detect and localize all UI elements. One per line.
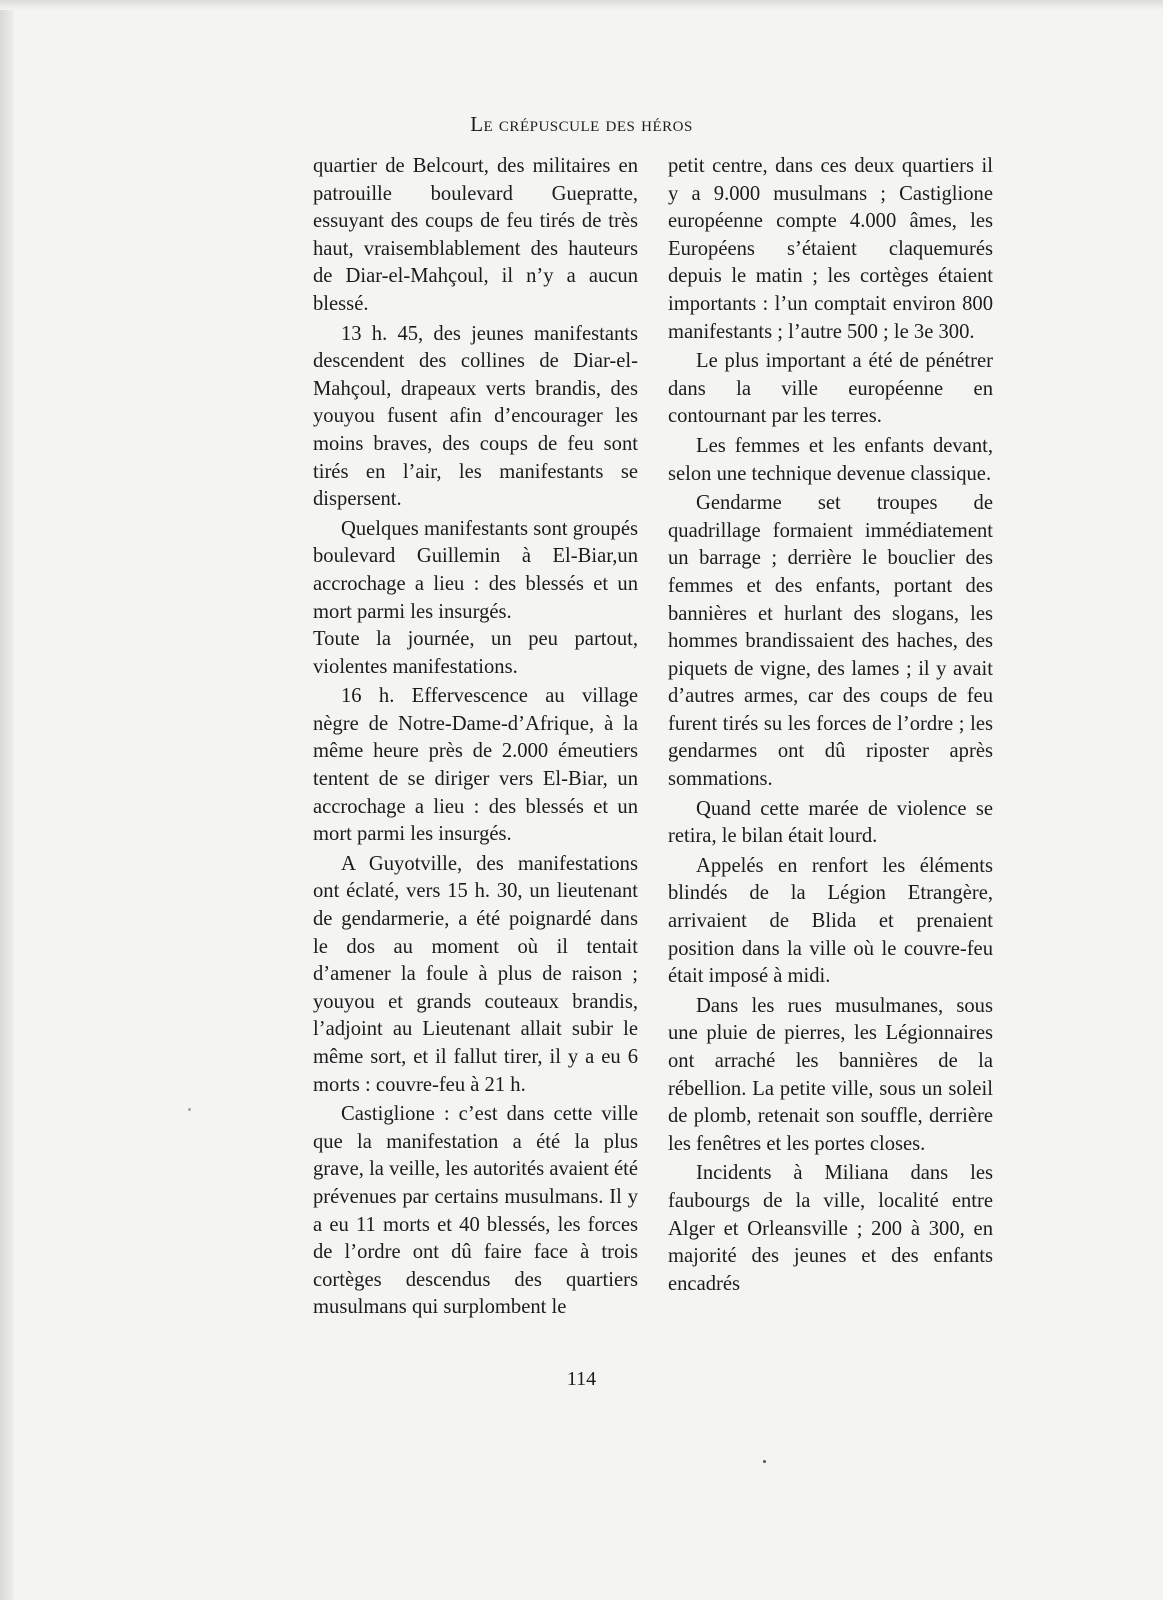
paragraph: Toute la journée, un peu partout, violentes manifestations. bbox=[313, 628, 638, 678]
scan-speck bbox=[188, 1108, 191, 1111]
paragraph: A Guyotville, des manifestations ont éclaté, vers 15 h. 30, un lieutenant de gendarmerie, a été poignardé dans le dos au moment où il tentait d’amener la foule à plus de raison ; youyou et grands couteaux brandis, l’adjoint au Lieutenant allait subir le même sort, et il fallut tirer, il y a eu 6 morts : couvre-feu à 21 h. bbox=[313, 852, 638, 1096]
paragraph: Dans les rues musulmanes, sous une pluie de pierres, les Légionnaires ont arraché les bannières de la rébellion. La petite ville, sous un soleil de plomb, retenait son souffle, derrière les fenêtres et les portes closes. bbox=[668, 994, 993, 1155]
running-header: Le crépuscule des héros bbox=[470, 112, 693, 136]
scan-shadow-left bbox=[0, 0, 14, 1600]
paragraph: 16 h. Effervescence au village nègre de Notre-Dame-d’Afrique, à la même heure près de 2.000 émeutiers tentent de se diriger vers El-Biar, un accrochage a lieu : des blessés et un mort parmi les insurgés. bbox=[313, 685, 638, 846]
paragraph: quartier de Belcourt, des militaires en patrouille boulevard Guepratte, essuyant des coups de feu tirés de très haut, vraisemblablement des hauteurs de Diar-el-Mahçoul, il n’y a aucun blessé. bbox=[313, 155, 638, 315]
paragraph: Quelques manifestants sont groupés boulevard Guillemin à El-Biar,un accrochage a lieu : des blessés et un mort parmi les insurgés. bbox=[313, 517, 638, 623]
paragraph: 13 h. 45, des jeunes manifestants descendent des collines de Diar-el-Mahçoul, drapeaux verts brandis, des youyou fusent afin d’encourager les moins braves, des coups de feu sont tirés en l’air, les manifestants se dispersent. bbox=[313, 322, 638, 511]
scan-shadow-top bbox=[0, 0, 1163, 10]
paragraph: Gendarme set troupes de quadrillage formaient immédiatement un barrage ; derrière le bouclier des femmes et des enfants, portant des bannières et hurlant des slogans, les hommes brandissaient des haches, des piquets de vigne, des lames ; il y avait d’autres armes, car des coups de feu furent tirés su les forces de l’ordre ; les gendarmes ont dû riposter après sommations. bbox=[668, 492, 993, 791]
paragraph: Quand cette marée de violence se retira, le bilan était lourd. bbox=[668, 797, 993, 848]
left-column bbox=[313, 153, 638, 1322]
paragraph: Castiglione : c’est dans cette ville que la manifestation a été la plus grave, la veille, les autorités avaient été prévenues par certains musulmans. Il y a eu 11 morts et 40 blessés, les forces de l’ordre ont dû faire face à trois cortèges descendus des quartiers musulmans qui surplombent le bbox=[313, 1103, 638, 1319]
paragraph: Le plus important a été de pénétrer dans la ville européenne en contournant par les terres. bbox=[668, 350, 993, 428]
scan-speck bbox=[763, 1460, 766, 1463]
paragraph: Les femmes et les enfants devant, selon une technique devenue classique. bbox=[668, 434, 993, 485]
page-number: 114 bbox=[566, 1368, 597, 1390]
paragraph: Appelés en renfort les éléments blindés de la Légion Etrangère, arrivaient de Blida et prenaient position dans la ville où le couvre-feu était imposé à midi. bbox=[668, 854, 993, 988]
paragraph: Incidents à Miliana dans les faubourgs de la ville, localité entre Alger et Orleansville ; 200 à 300, en majorité des jeunes et des enfants encadrés bbox=[668, 1162, 993, 1295]
right-column bbox=[668, 153, 993, 1298]
paragraph: petit centre, dans ces deux quartiers il y a 9.000 musulmans ; Castiglione européenne compte 4.000 âmes, les Européens s’étaient claquemurés depuis le matin ; les cortèges étaient importants : l’un comptait environ 800 manifestants ; l’autre 500 ; le 3e 300. bbox=[668, 155, 993, 343]
